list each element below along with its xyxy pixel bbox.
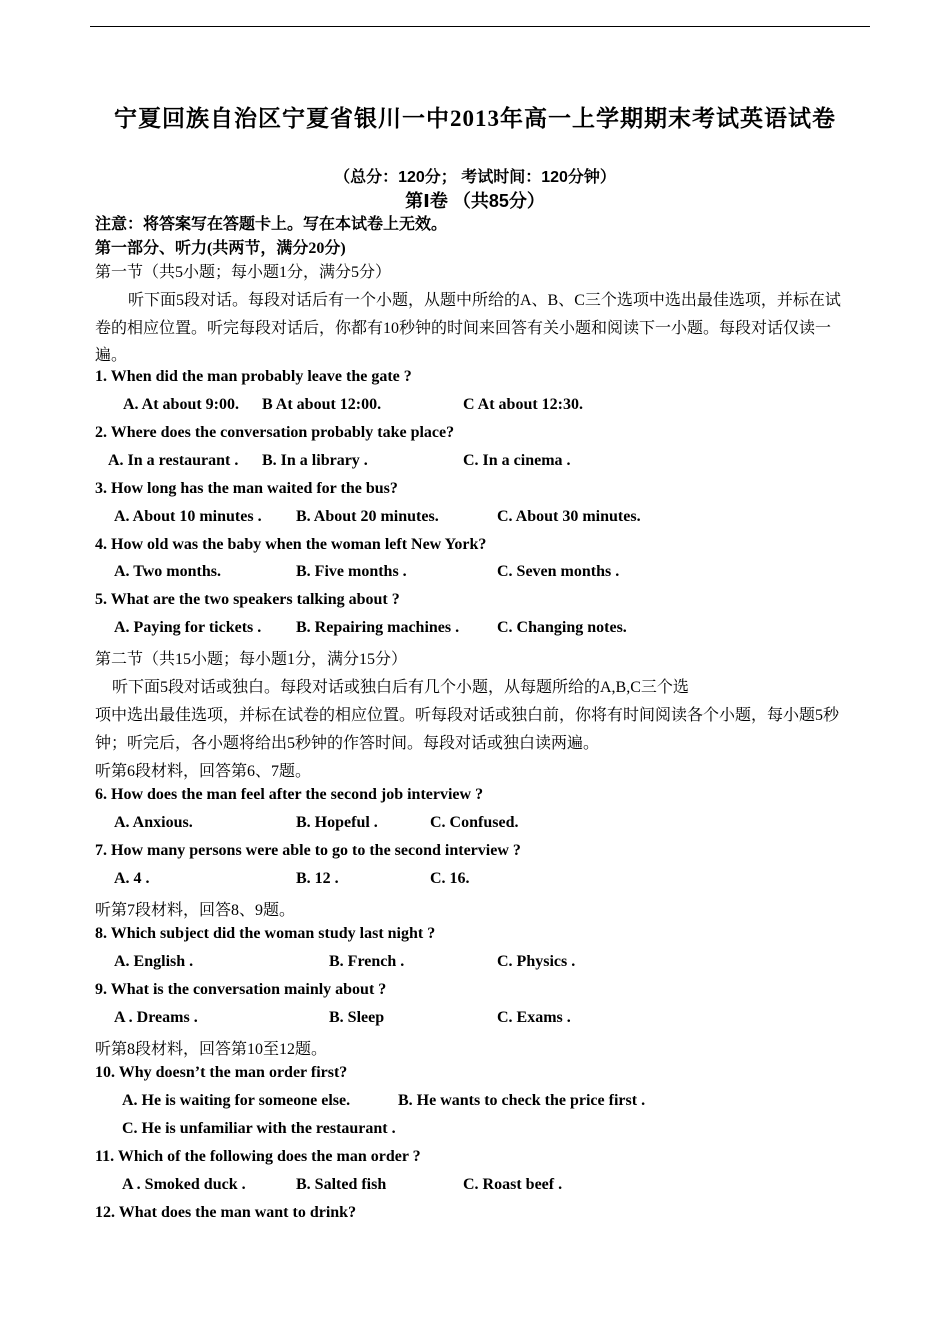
volume-heading: 第Ⅰ卷 （共85分） [405,191,545,211]
q2-option-c: C. In a cinema . [463,452,571,469]
header-rule [90,26,870,27]
q4-option-b: B. Five months . [296,563,407,580]
question-10: 10. Why doesn’t the man order first? [95,1064,348,1081]
question-8: 8. Which subject did the woman study last night ? [95,925,436,942]
q9-option-c: C. Exams . [497,1009,571,1026]
q8-option-c: C. Physics . [497,953,576,970]
section2-instr-line3: 钟；听完后，各小题将给出5秒钟的作答时间。每段对话或独白读两遍。 [95,735,600,752]
question-9: 9. What is the conversation mainly about ? [95,981,387,998]
section1-instr-line3: 遍。 [95,347,128,364]
q1-option-b: B At about 12:00. [262,396,382,413]
q9-option-b: B. Sleep [329,1009,385,1026]
q3-option-c: C. About 30 minutes. [497,508,641,525]
q10-option-c: C. He is unfamiliar with the restaurant . [122,1120,396,1137]
question-7: 7. How many persons were able to go to the second interview ? [95,842,521,859]
question-12: 12. What does the man want to drink? [95,1204,357,1221]
q6-option-b: B. Hopeful . [296,814,378,831]
material-8-heading: 听第8段材料，回答第10至12题。 [95,1041,328,1058]
question-1: 1. When did the man probably leave the gate ? [95,368,412,385]
section2-instr-line1: 听下面5段对话或独白。每段对话或独白后有几个小题，从每题所给的A,B,C三个选 [112,679,689,696]
q7-option-c: C. 16. [430,870,470,887]
q2-option-a: A. In a restaurant . [108,452,239,469]
q4-option-a: A. Two months. [114,563,221,580]
page-title: 宁夏回族自治区宁夏省银川一中2013年高一上学期期末考试英语试卷 [114,106,836,131]
q4-option-c: C. Seven months . [497,563,620,580]
q7-option-a: A. 4 . [114,870,150,887]
question-5: 5. What are the two speakers talking about ? [95,591,400,608]
q7-option-b: B. 12 . [296,870,339,887]
question-2: 2. Where does the conversation probably take place? [95,424,455,441]
material-7-heading: 听第7段材料，回答8、9题。 [95,902,296,919]
section1-instr-line2: 卷的相应位置。听完每段对话后，你都有10秒钟的时间来回答有关小题和阅读下一小题。每段对话仅读一 [95,320,832,337]
score-info: （总分：120分； 考试时间：120分钟） [334,169,616,186]
q6-option-a: A. Anxious. [114,814,193,831]
q8-option-b: B. French . [329,953,405,970]
q10-option-a: A. He is waiting for someone else. [122,1092,351,1109]
question-4: 4. How old was the baby when the woman left New York? [95,536,487,553]
section1-instr-line1: 听下面5段对话。每段对话后有一个小题，从题中所给的A、B、C三个选项中选出最佳选项，并标在试 [128,292,841,309]
question-11: 11. Which of the following does the man order ? [95,1148,421,1165]
q5-option-a: A. Paying for tickets . [114,619,262,636]
q11-option-c: C. Roast beef . [463,1176,563,1193]
part-heading: 第一部分、听力(共两节，满分20分) [95,240,346,257]
q11-option-b: B. Salted fish [296,1176,387,1193]
q2-option-b: B. In a library . [262,452,368,469]
section2-instr-line2: 项中选出最佳选项，并标在试卷的相应位置。听每段对话或独白前，你将有时间阅读各个小题，每小题5秒 [95,707,840,724]
q9-option-a: A . Dreams . [114,1009,198,1026]
q6-option-c: C. Confused. [430,814,519,831]
q3-option-a: A. About 10 minutes . [114,508,262,525]
note: 注意：将答案写在答题卡上。写在本试卷上无效。 [95,216,448,233]
q3-option-b: B. About 20 minutes. [296,508,439,525]
section1-heading: 第一节（共5小题；每小题1分，满分5分） [95,264,392,281]
q8-option-a: A. English . [114,953,194,970]
q11-option-a: A . Smoked duck . [122,1176,246,1193]
q5-option-c: C. Changing notes. [497,619,627,636]
q1-option-a: A. At about 9:00. [123,396,240,413]
q1-option-c: C At about 12:30. [463,396,584,413]
question-3: 3. How long has the man waited for the bus? [95,480,398,497]
q5-option-b: B. Repairing machines . [296,619,460,636]
section2-heading: 第二节（共15小题；每小题1分，满分15分） [95,651,408,668]
q10-option-b: B. He wants to check the price first . [398,1092,646,1109]
question-6: 6. How does the man feel after the second job interview ? [95,786,484,803]
material-6-heading: 听第6段材料，回答第6、7题。 [95,763,312,780]
